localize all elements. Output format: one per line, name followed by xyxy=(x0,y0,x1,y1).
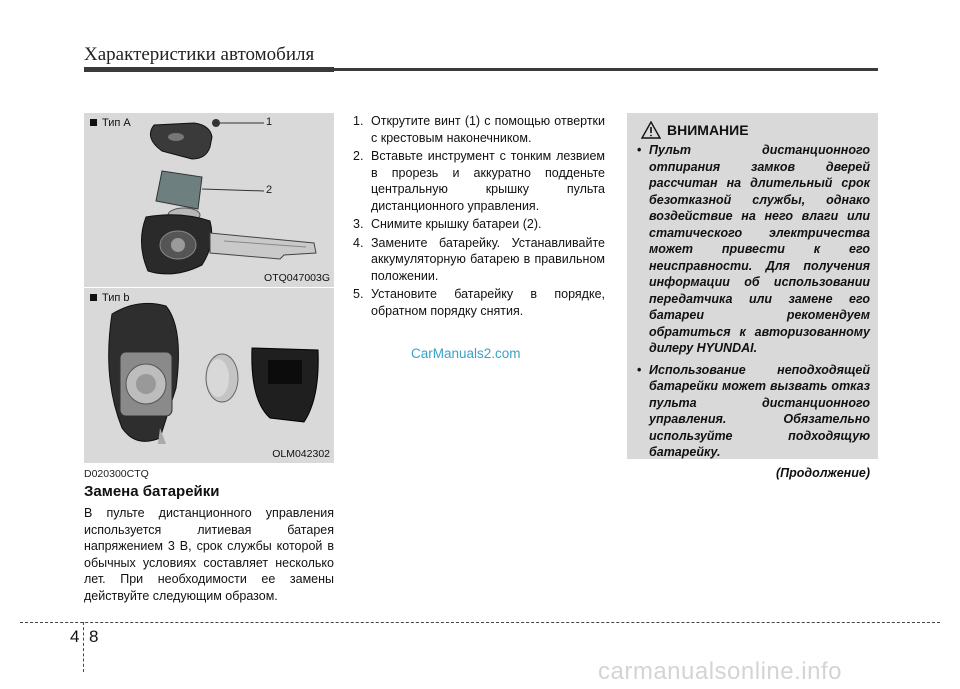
footer-divider xyxy=(83,622,84,672)
header-title: Характеристики автомобиля xyxy=(84,44,315,65)
step-item: 5. Установите батарейку в порядке, обратном порядку снятия. xyxy=(353,287,605,318)
warning-header xyxy=(641,121,870,139)
step-item: 4. Замените батарейку. Устанавливайте аккумуляторную батарею в правильном положении. xyxy=(353,235,605,283)
section-body: В пульте дистанционного управления используется литиевая батарея напряжением 3 В, срок службы которой в обычных условиях составляет несколько лет. При необходимости ее замены действуйте следующим образом. xyxy=(84,506,334,603)
section-code: D020300CTQ xyxy=(84,468,149,480)
figure-key-type-a xyxy=(84,113,334,287)
key-type-b-illustration xyxy=(84,288,334,463)
square-bullet-icon xyxy=(90,119,97,126)
warning-triangle-icon xyxy=(641,121,661,139)
header-rule-accent xyxy=(84,67,334,72)
step-item: 1. Открутите винт (1) с помощью отвертки с крестовым наконечником. xyxy=(353,114,605,145)
callout-2: 2 xyxy=(266,184,273,196)
footer-rule xyxy=(20,622,940,623)
page-section-number: 4 xyxy=(70,627,80,646)
warning-box xyxy=(627,113,878,480)
section-title: Замена батарейки xyxy=(84,483,220,500)
watermark-link[interactable]: CarManuals2.com xyxy=(411,346,521,361)
warning-item: • Пульт дистанционного отпирания замков дверей рассчитан на длительный срок безотказной службы, однако воздействие на него влаги или статического электричества может привести к его неисправности. Для получения информации об использовании передатчика или замене его батареи рекомендуем обратиться к авторизованному дилеру HYUNDAI. xyxy=(637,143,870,355)
figure-a-label: Тип A xyxy=(90,117,131,129)
callout-1: 1 xyxy=(266,116,273,128)
page-number: 8 xyxy=(89,627,99,646)
step-item: 2. Вставьте инструмент с тонким лезвием в прорезь и аккуратно подденьте центральную крышку пульта дистанционного управления. xyxy=(353,149,605,213)
warning-item: • Использование неподходящей батарейки может вызвать отказ пульта дистанционного управления. Обязательно используйте подходящую батарейку. xyxy=(637,362,870,459)
steps-list xyxy=(353,113,605,321)
figure-key-type-b xyxy=(84,288,334,463)
site-watermark: carmanualsonline.info xyxy=(598,658,842,685)
key-type-a-illustration xyxy=(84,113,334,287)
figure-b-label: Тип b xyxy=(90,292,130,304)
figure-a-code: OTQ047003G xyxy=(264,272,330,284)
square-bullet-icon xyxy=(90,294,97,301)
step-item: 3. Снимите крышку батареи (2). xyxy=(353,217,542,231)
warning-title: ВНИМАНИЕ xyxy=(667,122,749,138)
figure-b-code: OLM042302 xyxy=(272,448,330,460)
continued-note: (Продолжение) xyxy=(775,465,870,480)
